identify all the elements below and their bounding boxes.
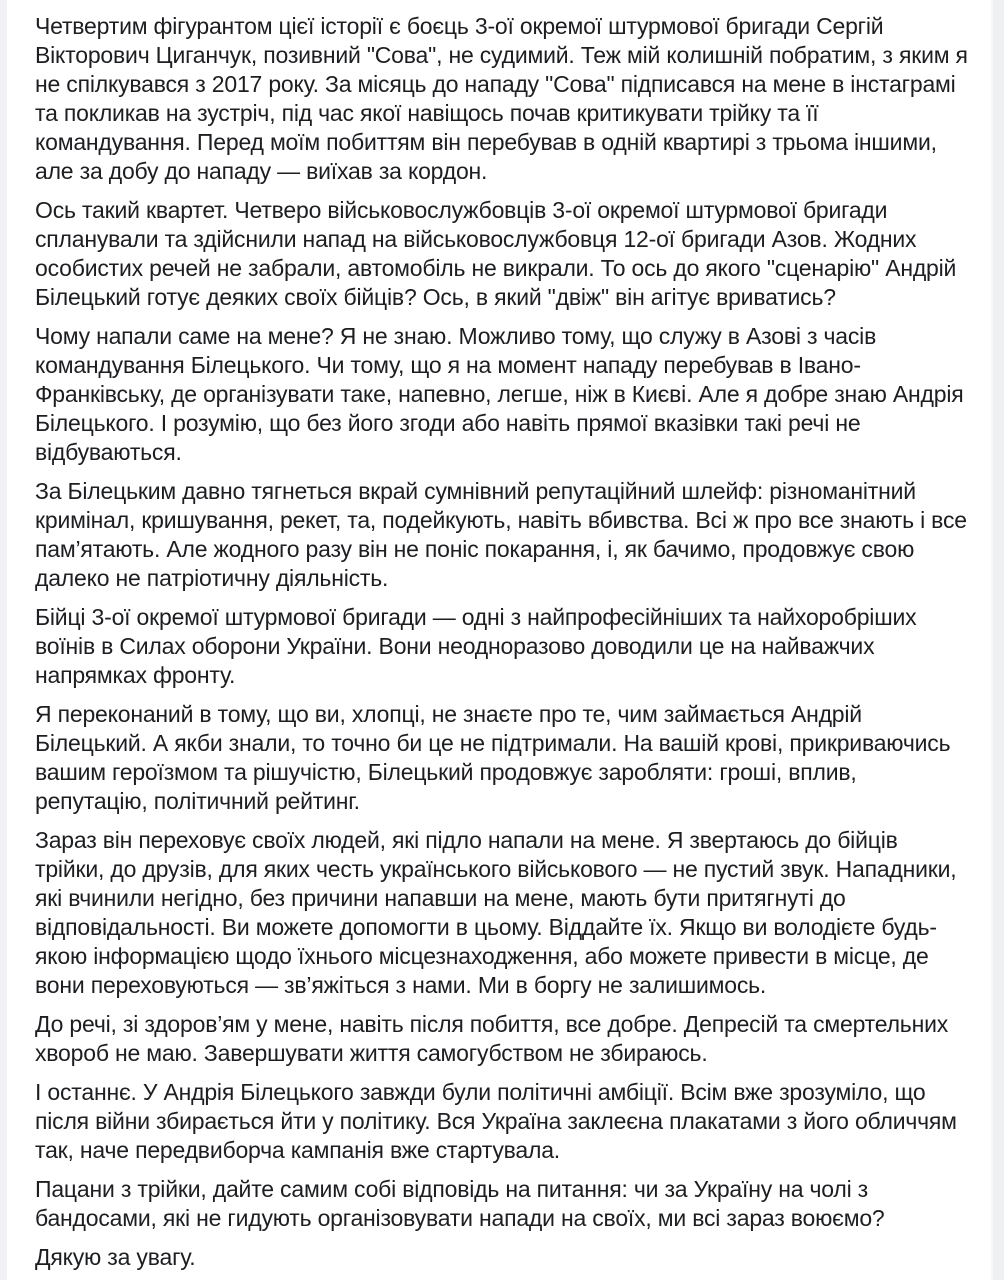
scrollbar-track[interactable] xyxy=(991,0,1004,1280)
post-paragraph-3: Чому напали саме на мене? Я не знаю. Можливо тому, що служу в Азові з часів командування Білецького. Чи тому, що я на момент нападу перебував в Івано-Франківську, де організувати таке, напевно, легше, ніж в Києві. Але я добре знаю Андрія Білецького. І розумію, що без його згоди або навіть прямої вказівки такі речі не відбуваються. xyxy=(35,323,964,465)
post-paragraph-10: Пацани з трійки, дайте самим собі відповідь на питання: чи за Україну на чолі з бандосами, які не гидують організовувати напади на своїх, ми всі зараз воюємо? xyxy=(35,1176,885,1231)
post-paragraph-4: За Білецьким давно тягнеться вкрай сумнівний репутаційний шлейф: різноманітний кримінал, кришування, рекет, та, подейкують, навіть вбивства. Всі ж про все знають і все пам’ятають. Але жодного разу він не поніс покарання, і, як бачимо, продовжує свою далеко не патріотичну діяльність. xyxy=(35,478,967,591)
post-paragraph-1: Четвертим фігурантом цієї історії є боєць 3-ої окремої штурмової бригади Сергій Вікторович Циганчук, позивний "Сова", не судимий. Теж мій колишній побратим, з яким я не спілкувався з 2017 року. За місяць до нападу "Сова" підписався на мене в інстаграмі та покликав на зустріч, під час якої навіщось почав критикувати трійку та її командування. Перед моїм побиттям він перебував в одній квартирі з трьома іншими, але за добу до нападу — виїхав за кордон. xyxy=(35,13,968,184)
post-paragraph-5: Бійці 3-ої окремої штурмової бригади — одні з найпрофесійніших та найхоробріших воїнів в Силах оборони України. Вони неодноразово доводили це на найважчих напрямках фронту. xyxy=(35,604,917,688)
post-paragraph-6: Я переконаний в тому, що ви, хлопці, не знаєте про те, чим займається Андрій Білецький. А якби знали, то точно би це не підтримали. На вашій крові, прикриваючись вашим героїзмом та рішучістю, Білецький продовжує заробляти: гроші, вплив, репутацію, політичний рейтинг. xyxy=(35,701,951,814)
post-body xyxy=(35,12,970,1282)
post-paragraph-8: До речі, зі здоров’ям у мене, навіть після побиття, все добре. Депресій та смертельних хвороб не маю. Завершувати життя самогубством не збираюсь. xyxy=(35,1011,949,1066)
post-paragraph-9: І останнє. У Андрія Білецького завжди були політичні амбіції. Всім вже зрозуміло, що після війни збирається йти у політику. Вся Україна заклеєна плакатами з його обличчям так, наче передвиборча кампанія вже стартувала. xyxy=(35,1079,957,1163)
post-paragraph-7: Зараз він переховує своїх людей, які підло напали на мене. Я звертаюсь до бійців трійки, до друзів, для яких честь українського військового — не пустий звук. Нападники, які вчинили негідно, без причини напавши на мене, мають бути притягнуті до відповідальності. Ви можете допомогти в цьому. Віддайте їх. Якщо ви володієте будь-якою інформацією щодо їхнього місцезнаходження, або можете привести в місце, де вони переховуються — зв’яжіться з нами. Ми в боргу не залишимось. xyxy=(35,827,957,998)
post-paragraph-2: Ось такий квартет. Четверо військовослужбовців 3-ої окремої штурмової бригади спланували та здійснили напад на військовослужбовця 12-ої бригади Азов. Жодних особистих речей не забрали, автомобіль не викрали. То ось до якого "сценарію" Андрій Білецький готує деяких своїх бійців? Ось, в який "двіж" він агітує вриватись? xyxy=(35,197,957,310)
post-paragraph-11: Дякую за увагу. xyxy=(35,1244,196,1270)
page-gutter-left xyxy=(0,0,7,1280)
